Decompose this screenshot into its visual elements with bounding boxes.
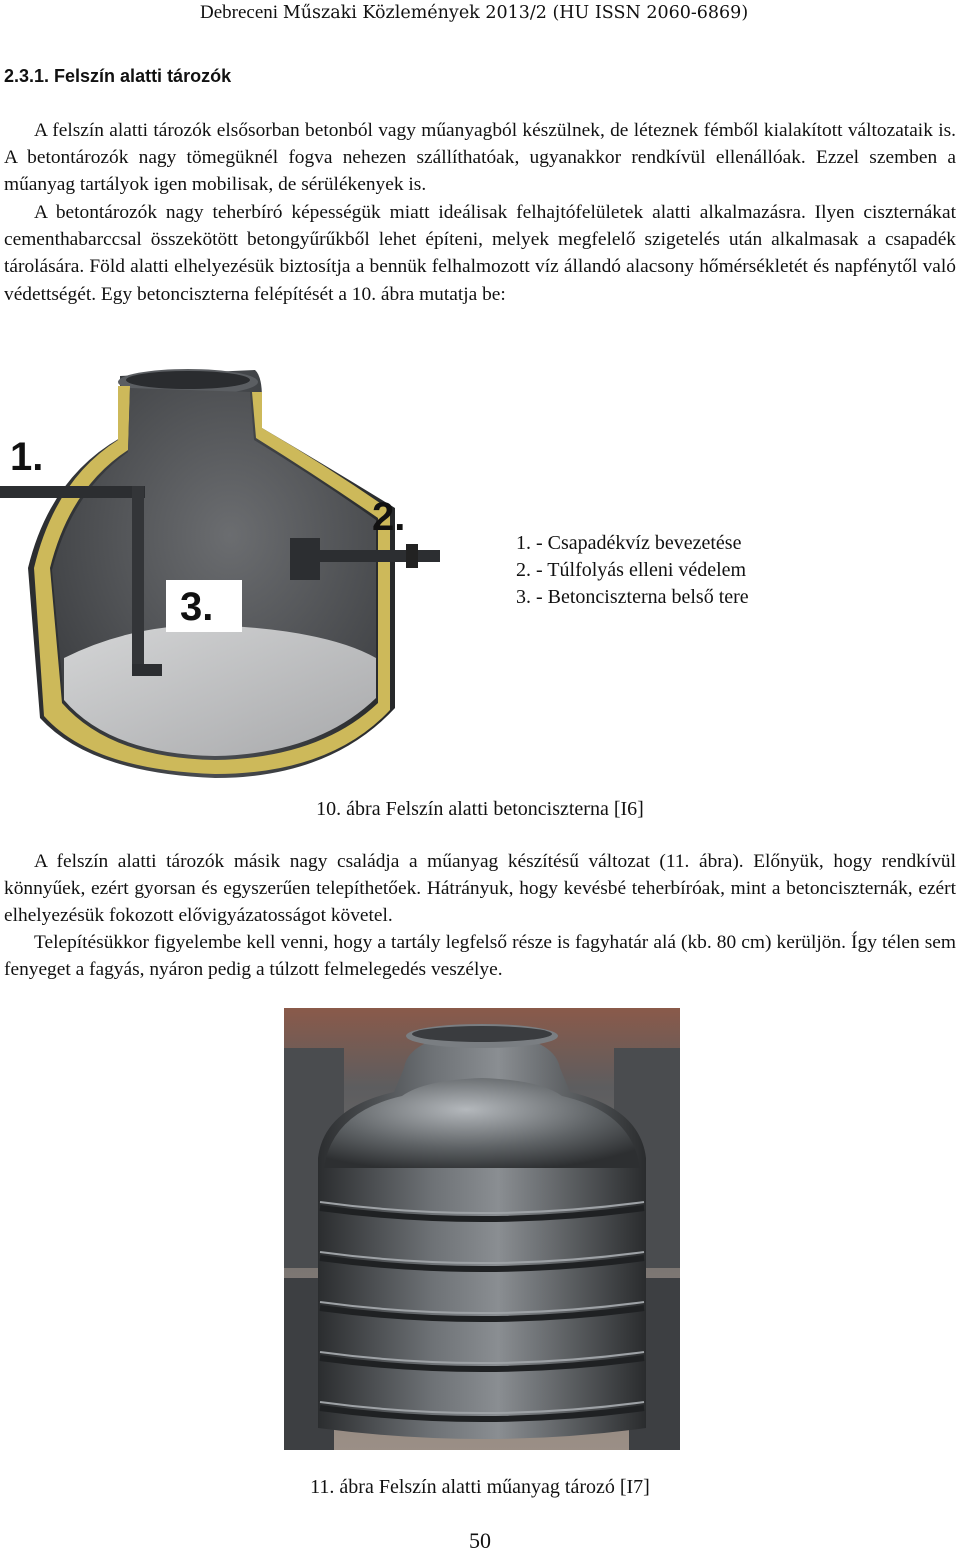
callout-2: 2. — [372, 495, 406, 539]
page-number: 50 — [469, 1528, 491, 1553]
section-title: 2.3.1. Felszín alatti tározók — [4, 66, 232, 86]
paragraph-installation: Telepítésükkor figyelembe kell venni, hogy a tartály legfelső része is fagyhatár alá (kb. 80 cm) kerüljön. Így télen sem fenyeget a fagyás, nyáron pedig a túlzott felmelegedés veszélye. — [4, 932, 956, 981]
concrete-cistern-illustration — [0, 358, 510, 788]
callout-3: 3. — [180, 585, 214, 629]
legend-item-1: 1. - Csapadékvíz bevezetése — [516, 532, 742, 554]
running-head: Debreceni Műszaki Közlemények 2013/2 (HU ISSN 2060-6869) — [200, 2, 749, 23]
running-head-journal: Műszaki Közlemények 2013/2 (HU ISSN 2060-6869) — [282, 3, 749, 23]
paragraph-intro: A felszín alatti tározók elsősorban betonból vagy műanyagból készülnek, de léteznek fémből kialakított változataik is. A betontározók nagy tömegüknél fogva nehezen szállíthatóak, ugyanakkor rendkívül ellenállóak. Ezzel szemben a műanyag tartályok igen mobilisak, de sérülékenyek is. — [4, 120, 956, 196]
callout-1: 1. — [10, 435, 44, 479]
legend-item-3: 3. - Betonciszterna belső tere — [516, 586, 749, 608]
paragraph-concrete: A betontározók nagy teherbíró képességük miatt ideálisak felhajtófelületek alatti alkalmazásra. Ilyen ciszternákat cementhabarccsal összekötött betongyűrűkből lehet építeni, melyek megfelelő szigetelés után alkalmasak a csapadék tárolására. Föld alatti elhelyezésük biztosítja a bennük felhalmozott víz állandó alacsony hőmérsékletét és napfénytől való védettségét. Egy betonciszterna felépítését a 10. ábra mutatja be: — [4, 202, 956, 305]
plastic-tank-photo — [284, 1008, 680, 1450]
legend-item-2: 2. - Túlfolyás elleni védelem — [516, 559, 747, 581]
figure-10-caption: 10. ábra Felszín alatti betonciszterna [I6] — [316, 798, 644, 820]
paragraph-plastic: A felszín alatti tározók másik nagy családja a műanyag készítésű változat (11. ábra). Előnyük, hogy rendkívül könnyűek, ezért gyorsan és egyszerűen telepíthetőek. Hátrányuk, hogy kevésbé teherbíróak, mint a betonciszternák, ezért elhelyezésük fokozott elővigyázatosságot követel. — [4, 851, 956, 927]
figure-11-caption: 11. ábra Felszín alatti műanyag tározó [I7] — [310, 1476, 650, 1498]
